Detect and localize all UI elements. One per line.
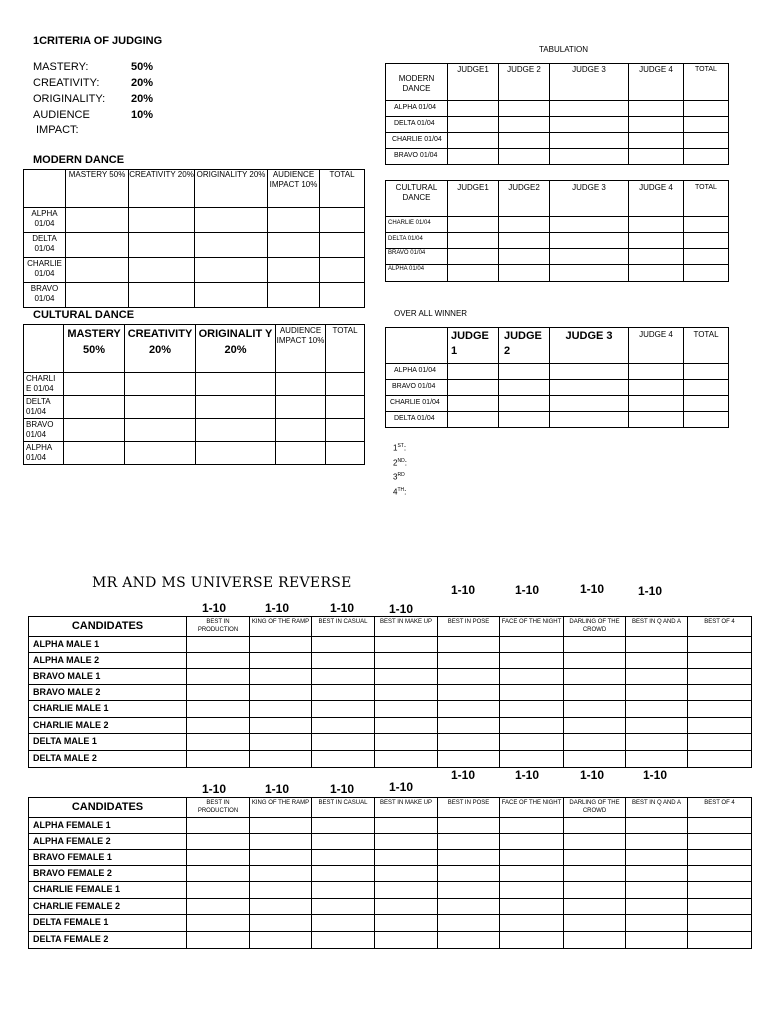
column-header: TOTAL	[684, 328, 729, 364]
column-header: AUDIENCE IMPACT 10%	[276, 325, 326, 373]
column-header: BEST IN PRODUCTION	[187, 798, 250, 818]
column-header: BEST IN CASUAL	[312, 798, 375, 818]
places-list	[393, 440, 407, 499]
column-header: JUDGE 1	[448, 328, 499, 364]
criteria-list	[33, 60, 173, 139]
table-row: ALPHA 01/04	[24, 442, 365, 465]
score-range-label: 1-10	[451, 768, 476, 782]
table-row: CHARLIE 01/04	[386, 396, 729, 412]
column-header: ORIGINALIT Y 20%	[196, 325, 276, 373]
score-range-label: 1-10	[330, 782, 355, 796]
table-row: DELTA 01/04	[24, 233, 365, 258]
table-row: BRAVO FEMALE 1	[29, 850, 752, 866]
column-header: ORIGINALITY 20%	[195, 170, 268, 208]
column-header: CREATIVITY 20%	[125, 325, 196, 373]
cultural-dance-title: CULTURAL DANCE	[33, 309, 135, 321]
cultural-dance-table	[23, 324, 365, 465]
score-range-label: 1-10	[265, 782, 290, 796]
column-header: JUDGE 3	[550, 181, 629, 217]
column-header: BEST IN MAKE UP	[375, 798, 438, 818]
table-row: CHARLI E 01/04	[24, 373, 365, 396]
place-line: 1ST:	[393, 443, 407, 453]
column-header: DARLING OF THE CROWD	[564, 798, 626, 818]
table-row: BRAVO MALE 1	[29, 669, 752, 685]
criteria-item: IMPACT:	[36, 124, 79, 136]
table-row: CHARLIE FEMALE 1	[29, 882, 752, 899]
score-range-label: 1-10	[643, 768, 668, 782]
column-header: JUDGE 4	[629, 64, 684, 101]
score-range-label: 1-10	[202, 782, 227, 796]
table-row: ALPHA MALE 1	[29, 637, 752, 653]
column-header: JUDGE 2	[499, 64, 550, 101]
tabulation-cultural-table	[385, 180, 729, 282]
column-header: CREATIVITY 20%	[129, 170, 195, 208]
place-line: 3RD	[393, 472, 405, 482]
column-header: BEST IN POSE	[438, 617, 500, 637]
tabulation-title: TABULATION	[539, 45, 589, 54]
modern-dance-table	[23, 169, 365, 308]
criteria-item: MASTERY: 50%	[33, 61, 154, 73]
score-range-label: 1-10	[202, 601, 227, 615]
table-row: CHARLIE FEMALE 2	[29, 899, 752, 915]
table-row: ALPHA 01/04	[386, 265, 729, 282]
column-header: BEST IN POSE	[438, 798, 500, 818]
criteria-item: AUDIENCE 10%	[33, 109, 154, 121]
score-range-label: 1-10	[389, 780, 414, 794]
score-range-label: 1-10	[580, 582, 605, 596]
score-range-label: 1-10	[451, 583, 476, 597]
column-header: JUDGE 3	[550, 64, 629, 101]
column-header: JUDGE2	[499, 181, 550, 217]
column-header: MASTERY 50%	[64, 325, 125, 373]
column-header: BEST IN Q AND A	[626, 798, 688, 818]
column-header: MASTERY 50%	[66, 170, 129, 208]
score-range-label: 1-10	[389, 602, 414, 616]
place-line: 2ND:	[393, 457, 407, 468]
column-header: CANDIDATES	[29, 798, 187, 818]
score-range-label: 1-10	[515, 768, 540, 782]
criteria-item: CREATIVITY: 20%	[33, 77, 154, 89]
table-row: CHARLIE 01/04	[386, 133, 729, 149]
table-header-row	[29, 798, 752, 818]
table-row: DELTA MALE 2	[29, 751, 752, 768]
column-header: BEST IN MAKE UP	[375, 617, 438, 637]
modern-dance-title: MODERN DANCE	[33, 154, 125, 166]
column-header: TOTAL	[326, 325, 365, 373]
score-range-label: 1-10	[330, 601, 355, 615]
table-header-row	[29, 617, 752, 637]
score-range-label: 1-10	[580, 768, 605, 782]
overall-winner-title: OVER ALL WINNER	[394, 309, 468, 318]
table-header-row	[24, 325, 365, 373]
table-row: ALPHA FEMALE 1	[29, 818, 752, 834]
table-header-row	[24, 170, 365, 208]
table-row: ALPHA MALE 2	[29, 653, 752, 669]
table-row: ALPHA 01/04	[24, 208, 365, 233]
pageant-title: MR AND MS UNIVERSE REVERSE	[92, 575, 352, 591]
column-header: BEST IN CASUAL	[312, 617, 375, 637]
column-header: DARLING OF THE CROWD	[564, 617, 626, 637]
column-header: JUDGE 4	[629, 181, 684, 217]
table-row: BRAVO 01/04	[386, 380, 729, 396]
column-header: FACE OF THE NIGHT	[500, 617, 564, 637]
table-row: DELTA FEMALE 2	[29, 932, 752, 949]
column-header: KING OF THE RAMP	[250, 617, 312, 637]
table-row: DELTA 01/04	[24, 396, 365, 419]
table-header-row	[386, 328, 729, 364]
column-header: JUDGE1	[448, 64, 499, 101]
table-row: ALPHA 01/04	[386, 364, 729, 380]
table-row: DELTA 01/04	[386, 233, 729, 249]
column-header: JUDGE 4	[629, 328, 684, 364]
table-row: CHARLIE 01/04	[24, 258, 365, 283]
male-candidates-table	[28, 616, 752, 768]
table-row: BRAVO 01/04	[386, 249, 729, 265]
table-header-row	[386, 64, 729, 101]
table-row: CHARLIE MALE 2	[29, 718, 752, 734]
table-row: BRAVO FEMALE 2	[29, 866, 752, 882]
column-header: JUDGE1	[448, 181, 499, 217]
table-row: ALPHA FEMALE 2	[29, 834, 752, 850]
column-header: AUDIENCE IMPACT 10%	[268, 170, 320, 208]
table-row: CHARLIE 01/04	[386, 217, 729, 233]
column-header: JUDGE 2	[499, 328, 550, 364]
column-header: FACE OF THE NIGHT	[500, 798, 564, 818]
table-row: DELTA MALE 1	[29, 734, 752, 751]
table-row: ALPHA 01/04	[386, 101, 729, 117]
column-header: BEST OF 4	[688, 798, 752, 818]
column-header: BEST IN Q AND A	[626, 617, 688, 637]
column-header: JUDGE 3	[550, 328, 629, 364]
column-header: TOTAL	[684, 181, 729, 217]
column-header: TOTAL	[320, 170, 365, 208]
table-row: DELTA 01/04	[386, 412, 729, 428]
table-row: CHARLIE MALE 1	[29, 701, 752, 718]
criteria-heading: 1CRITERIA OF JUDGING	[33, 35, 163, 47]
column-header: CULTURAL DANCE	[386, 181, 448, 217]
tabulation-modern-table	[385, 63, 729, 165]
table-row: DELTA FEMALE 1	[29, 915, 752, 932]
column-header: CANDIDATES	[29, 617, 187, 637]
criteria-item: ORIGINALITY: 20%	[33, 93, 154, 105]
table-row: BRAVO 01/04	[24, 283, 365, 308]
overall-winner-table	[385, 327, 729, 428]
table-row: DELTA 01/04	[386, 117, 729, 133]
female-candidates-table	[28, 797, 752, 949]
column-header: BEST IN PRODUCTION	[187, 617, 250, 637]
table-header-row	[386, 181, 729, 217]
score-range-label: 1-10	[515, 583, 540, 597]
table-row: BRAVO 01/04	[386, 149, 729, 165]
table-row: BRAVO 01/04	[24, 419, 365, 442]
column-header: KING OF THE RAMP	[250, 798, 312, 818]
place-line: 4TH:	[393, 486, 407, 497]
column-header: TOTAL	[684, 64, 729, 101]
score-range-label: 1-10	[265, 601, 290, 615]
column-header: BEST OF 4	[688, 617, 752, 637]
table-row: BRAVO MALE 2	[29, 685, 752, 701]
score-range-label: 1-10	[638, 584, 663, 598]
column-header: MODERN DANCE	[386, 64, 448, 101]
